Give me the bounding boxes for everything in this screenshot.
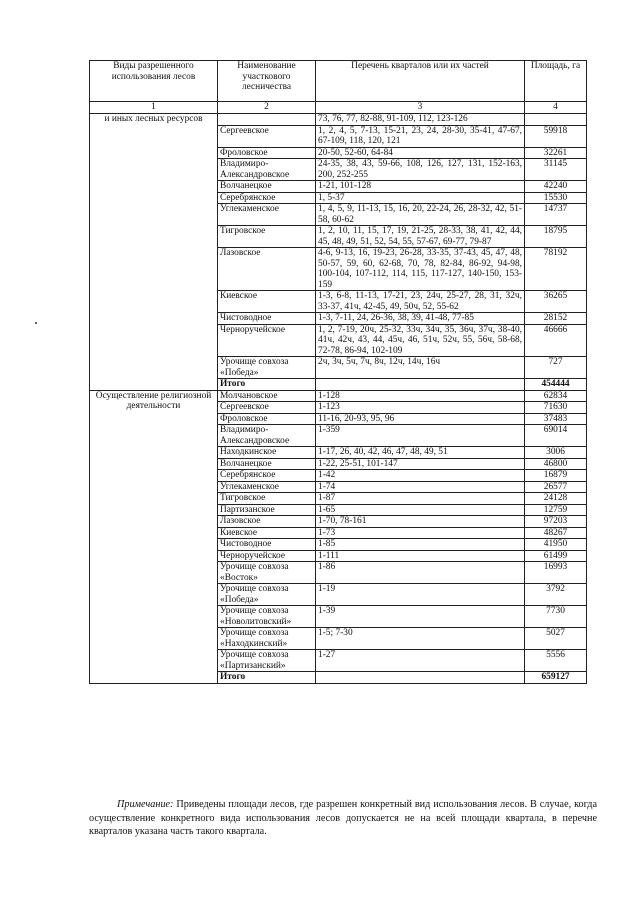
area-cell: 78192 [525, 248, 587, 291]
quarters-cell: 1-21, 101-128 [316, 181, 525, 193]
quarters-cell: 1-5; 7-30 [316, 628, 525, 650]
area-cell: 5027 [525, 628, 587, 650]
margin-mark [35, 322, 37, 324]
district-cell: Сергеевское [218, 402, 316, 414]
district-cell: Урочище совхоза «Новолитовский» [218, 606, 316, 628]
header-quarters: Перечень кварталов или их частей [316, 61, 525, 102]
column-number: 3 [316, 102, 525, 114]
area-cell: 3006 [525, 447, 587, 459]
quarters-cell: 1-359 [316, 425, 525, 447]
district-cell: Тигровское [218, 226, 316, 248]
quarters-cell: 1-39 [316, 606, 525, 628]
quarters-cell: 1, 5-37 [316, 192, 525, 204]
quarters-cell: 1-3, 6-8, 11-13, 17-21, 23, 24ч, 25-27, 28, 31, 32ч, 33-37, 41ч, 42-45, 49, 50ч, 52, 55-62 [316, 291, 525, 313]
area-cell: 28152 [525, 313, 587, 325]
table-header-row [90, 61, 587, 102]
district-cell: Тигровское [218, 493, 316, 505]
quarters-cell: 1-111 [316, 550, 525, 562]
quarters-cell: 20-50, 52-60, 64-84 [316, 147, 525, 159]
area-cell: 15530 [525, 192, 587, 204]
total-label: Итого [218, 672, 316, 684]
quarters-cell: 1-123 [316, 402, 525, 414]
area-cell: 16879 [525, 470, 587, 482]
quarters-cell: 11-16, 20-93, 95, 96 [316, 413, 525, 425]
quarters-cell: 1-73 [316, 527, 525, 539]
area-cell: 69014 [525, 425, 587, 447]
quarters-cell: 1-42 [316, 470, 525, 482]
district-cell: Чистоводное [218, 539, 316, 551]
district-cell: Углекаменское [218, 204, 316, 226]
column-number: 2 [218, 102, 316, 114]
district-cell: Углекаменское [218, 481, 316, 493]
use-type-cell [90, 114, 218, 391]
column-number: 4 [525, 102, 587, 114]
header-use-types: Виды разрешенного использования лесов [90, 61, 218, 102]
header-area: Площадь, га [525, 61, 587, 102]
quarters-cell: 1-19 [316, 584, 525, 606]
district-cell: Владимиро-Александровское [218, 425, 316, 447]
quarters-cell: 1-85 [316, 539, 525, 551]
area-cell: 62834 [525, 390, 587, 402]
column-number: 1 [90, 102, 218, 114]
area-cell: 26577 [525, 481, 587, 493]
area-cell: 48267 [525, 527, 587, 539]
district-cell: Чистоводное [218, 313, 316, 325]
quarters-cell: 1-27 [316, 650, 525, 672]
area-cell: 18795 [525, 226, 587, 248]
area-cell: 71630 [525, 402, 587, 414]
quarters-cell: 2ч, 3ч, 5ч, 7ч, 8ч, 12ч, 14ч, 16ч [316, 357, 525, 379]
total-value: 659127 [525, 672, 587, 684]
area-cell: 727 [525, 357, 587, 379]
table-row [90, 390, 587, 402]
area-cell: 37483 [525, 413, 587, 425]
total-value: 454444 [525, 379, 587, 391]
district-cell: Лазовское [218, 248, 316, 291]
area-cell: 24128 [525, 493, 587, 505]
quarters-cell: 1-74 [316, 481, 525, 493]
district-cell: Черноручейское [218, 324, 316, 357]
quarters-cell: 1-3, 7-11, 24, 26-36, 38, 39, 41-48, 77-85 [316, 313, 525, 325]
area-cell: 59918 [525, 125, 587, 147]
use-type-cell [90, 390, 218, 683]
district-cell: Волчанецкое [218, 181, 316, 193]
area-cell: 12759 [525, 504, 587, 516]
total-label: Итого [218, 379, 316, 391]
district-cell: Киевское [218, 527, 316, 539]
table-row [90, 114, 587, 126]
area-cell: 46800 [525, 458, 587, 470]
quarters-cell: 1-128 [316, 390, 525, 402]
district-cell: Урочище совхоза «Восток» [218, 562, 316, 584]
area-cell: 46666 [525, 324, 587, 357]
area-cell: 31145 [525, 159, 587, 181]
quarters-cell: 1-86 [316, 562, 525, 584]
district-cell: Черноручейское [218, 550, 316, 562]
quarters-cell: 1-17, 26, 40, 42, 46, 47, 48, 49, 51 [316, 447, 525, 459]
district-cell: Серебрянское [218, 470, 316, 482]
use-type-label: Осуществление религиозной деятельности [95, 390, 212, 411]
district-cell: Сергеевское [218, 125, 316, 147]
district-cell: Фроловское [218, 413, 316, 425]
forest-use-table [89, 60, 587, 684]
quarters-cell: 1-87 [316, 493, 525, 505]
district-cell: Владимиро-Александровское [218, 159, 316, 181]
area-cell [525, 114, 587, 126]
total-empty [316, 379, 525, 391]
total-empty [316, 672, 525, 684]
district-cell: Фроловское [218, 147, 316, 159]
district-cell: Лазовское [218, 516, 316, 528]
district-cell: Урочище совхоза «Победа» [218, 584, 316, 606]
area-cell: 97203 [525, 516, 587, 528]
column-number-row [90, 102, 587, 114]
district-cell: Урочище совхоза «Победа» [218, 357, 316, 379]
use-type-label: и иных лесных ресурсов [104, 114, 203, 124]
quarters-cell: 24-35, 38, 43, 59-66, 108, 126, 127, 131, 152-163, 200, 252-255 [316, 159, 525, 181]
area-cell: 16993 [525, 562, 587, 584]
district-cell: Серебрянское [218, 192, 316, 204]
footnote-lead: Примечание: [117, 799, 174, 810]
area-cell: 32261 [525, 147, 587, 159]
area-cell: 41950 [525, 539, 587, 551]
quarters-cell: 1-65 [316, 504, 525, 516]
quarters-cell: 1-22, 25-51, 101-147 [316, 458, 525, 470]
district-cell: Волчанецкое [218, 458, 316, 470]
area-cell: 14737 [525, 204, 587, 226]
quarters-cell: 73, 76, 77, 82-88, 91-109, 112, 123-126 [316, 114, 525, 126]
area-cell: 3792 [525, 584, 587, 606]
district-cell: Урочище совхоза «Находкинский» [218, 628, 316, 650]
area-cell: 36265 [525, 291, 587, 313]
footnote [89, 798, 597, 839]
quarters-cell: 1, 2, 7-19, 20ч, 25-32, 33ч, 34ч, 35, 36ч, 37ч, 38-40, 41ч, 42ч, 43, 44, 45ч, 46, 51ч, 52ч, 55, 56ч, 58-68, 72-78, 86-94, 102-109 [316, 324, 525, 357]
district-cell: Киевское [218, 291, 316, 313]
district-cell [218, 114, 316, 126]
footnote-text: Приведены площади лесов, где разрешен конкретный вид использования лесов. В случае, когда осуществление конкретного вида использования лесов допускается не на всей площади квартала, в перечне кварталов указана часть такого квартала. [89, 799, 597, 837]
district-cell: Урочище совхоза «Партизанский» [218, 650, 316, 672]
quarters-cell: 1, 4, 5, 9, 11-13, 15, 16, 20, 22-24, 26, 28-32, 42, 51-58, 60-62 [316, 204, 525, 226]
area-cell: 5556 [525, 650, 587, 672]
quarters-cell: 1, 2, 4, 5, 7-13, 15-21, 23, 24, 28-30, 35-41, 47-67, 67-109, 118, 120, 121 [316, 125, 525, 147]
district-cell: Находкинское [218, 447, 316, 459]
district-cell: Партизанское [218, 504, 316, 516]
quarters-cell: 1-70, 78-161 [316, 516, 525, 528]
area-cell: 61499 [525, 550, 587, 562]
quarters-cell: 1, 2, 10, 11, 15, 17, 19, 21-25, 28-33, 38, 41, 42, 44, 45, 48, 49, 51, 52, 54, 55, 57-67, 69-77, 79-87 [316, 226, 525, 248]
header-district: Наименование участкового лесничества [218, 61, 316, 102]
area-cell: 7730 [525, 606, 587, 628]
district-cell: Молчановское [218, 390, 316, 402]
area-cell: 42240 [525, 181, 587, 193]
quarters-cell: 4-6, 9-13, 16, 19-23, 26-28, 33-35, 37-43, 45, 47, 48, 50-57, 59, 60, 62-68, 70, 78, 82-84, 86-92, 94-98, 100-104, 107-112, 114, 115, 117-127, 140-150, 153-159 [316, 248, 525, 291]
